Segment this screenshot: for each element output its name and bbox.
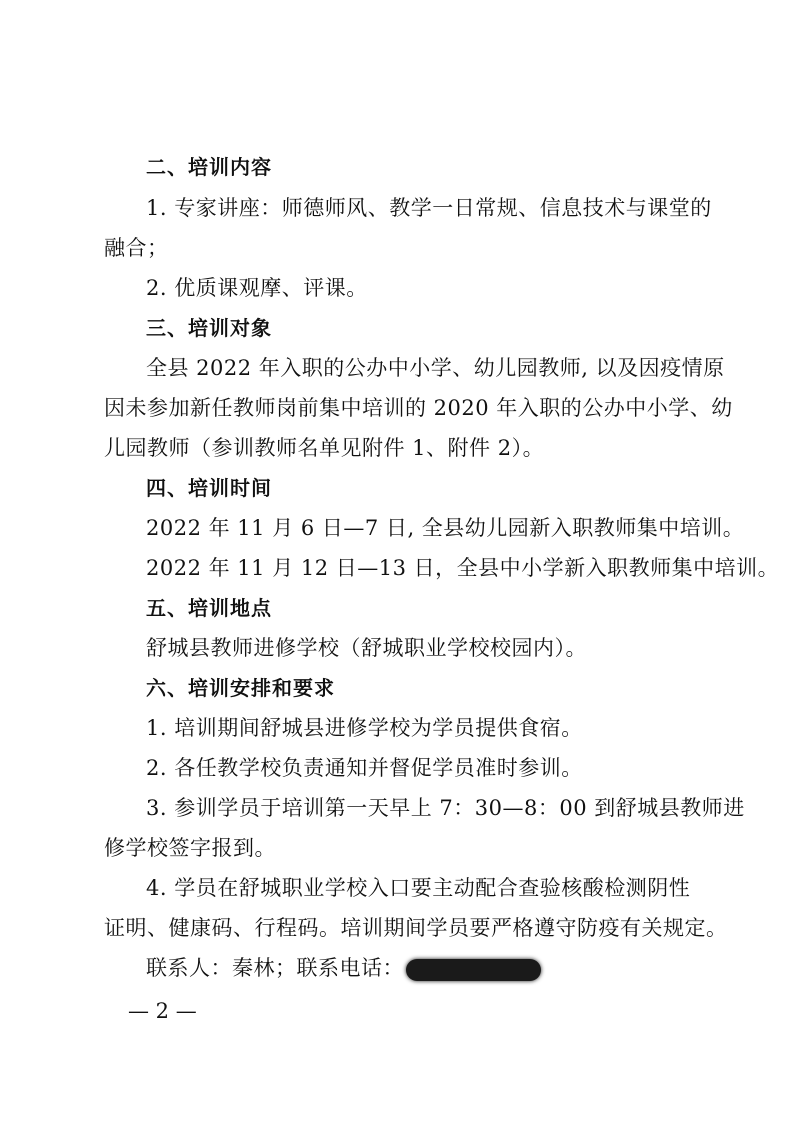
section-title-training-targets: 三、培训对象 <box>146 316 272 340</box>
section-title-arrangements: 六、培训安排和要求 <box>146 676 335 700</box>
paragraph-line: 1. 培训期间舒城县进修学校为学员提供食宿。 <box>146 716 583 740</box>
paragraph-line: 儿园教师（参训教师名单见附件 1、附件 2）。 <box>104 436 545 460</box>
paragraph-line: 融合； <box>104 236 169 260</box>
redacted-phone-mark <box>406 959 541 981</box>
paragraph-line: 舒城县教师进修学校（舒城职业学校校园内）。 <box>146 636 587 660</box>
paragraph-line: 证明、健康码、行程码。培训期间学员要严格遵守防疫有关规定。 <box>104 916 728 940</box>
paragraph-line: 2. 优质课观摩、评课。 <box>146 276 368 300</box>
paragraph-line: 2. 各任教学校负责通知并督促学员准时参训。 <box>146 756 583 780</box>
paragraph-line: 全县 2022 年入职的公办中小学、幼儿园教师, 以及因疫情原 <box>146 356 725 380</box>
paragraph-line: 3. 参训学员于培训第一天早上 7：30—8：00 到舒城县教师进 <box>146 796 745 820</box>
section-title-training-location: 五、培训地点 <box>146 596 272 620</box>
section-title-training-time: 四、培训时间 <box>146 476 272 500</box>
contact-label: 联系人：秦林；联系电话： <box>146 956 404 980</box>
section-title-training-content: 二、培训内容 <box>146 155 272 179</box>
paragraph-line: 2022 年 11 月 12 日—13 日，全县中小学新入职教师集中培训。 <box>146 556 780 580</box>
paragraph-line: 4. 学员在舒城职业学校入口要主动配合查验核酸检测阴性 <box>146 876 691 900</box>
contact-line <box>146 953 541 983</box>
page-number: — 2 — <box>128 999 197 1023</box>
paragraph-line: 2022 年 11 月 6 日—7 日, 全县幼儿园新入职教师集中培训。 <box>146 516 745 540</box>
paragraph-line: 因未参加新任教师岗前集中培训的 2020 年入职的公办中小学、幼 <box>104 396 733 420</box>
paragraph-line: 修学校签字报到。 <box>104 836 276 860</box>
paragraph-line: 1. 专家讲座：师德师风、教学一日常规、信息技术与课堂的 <box>146 196 712 220</box>
